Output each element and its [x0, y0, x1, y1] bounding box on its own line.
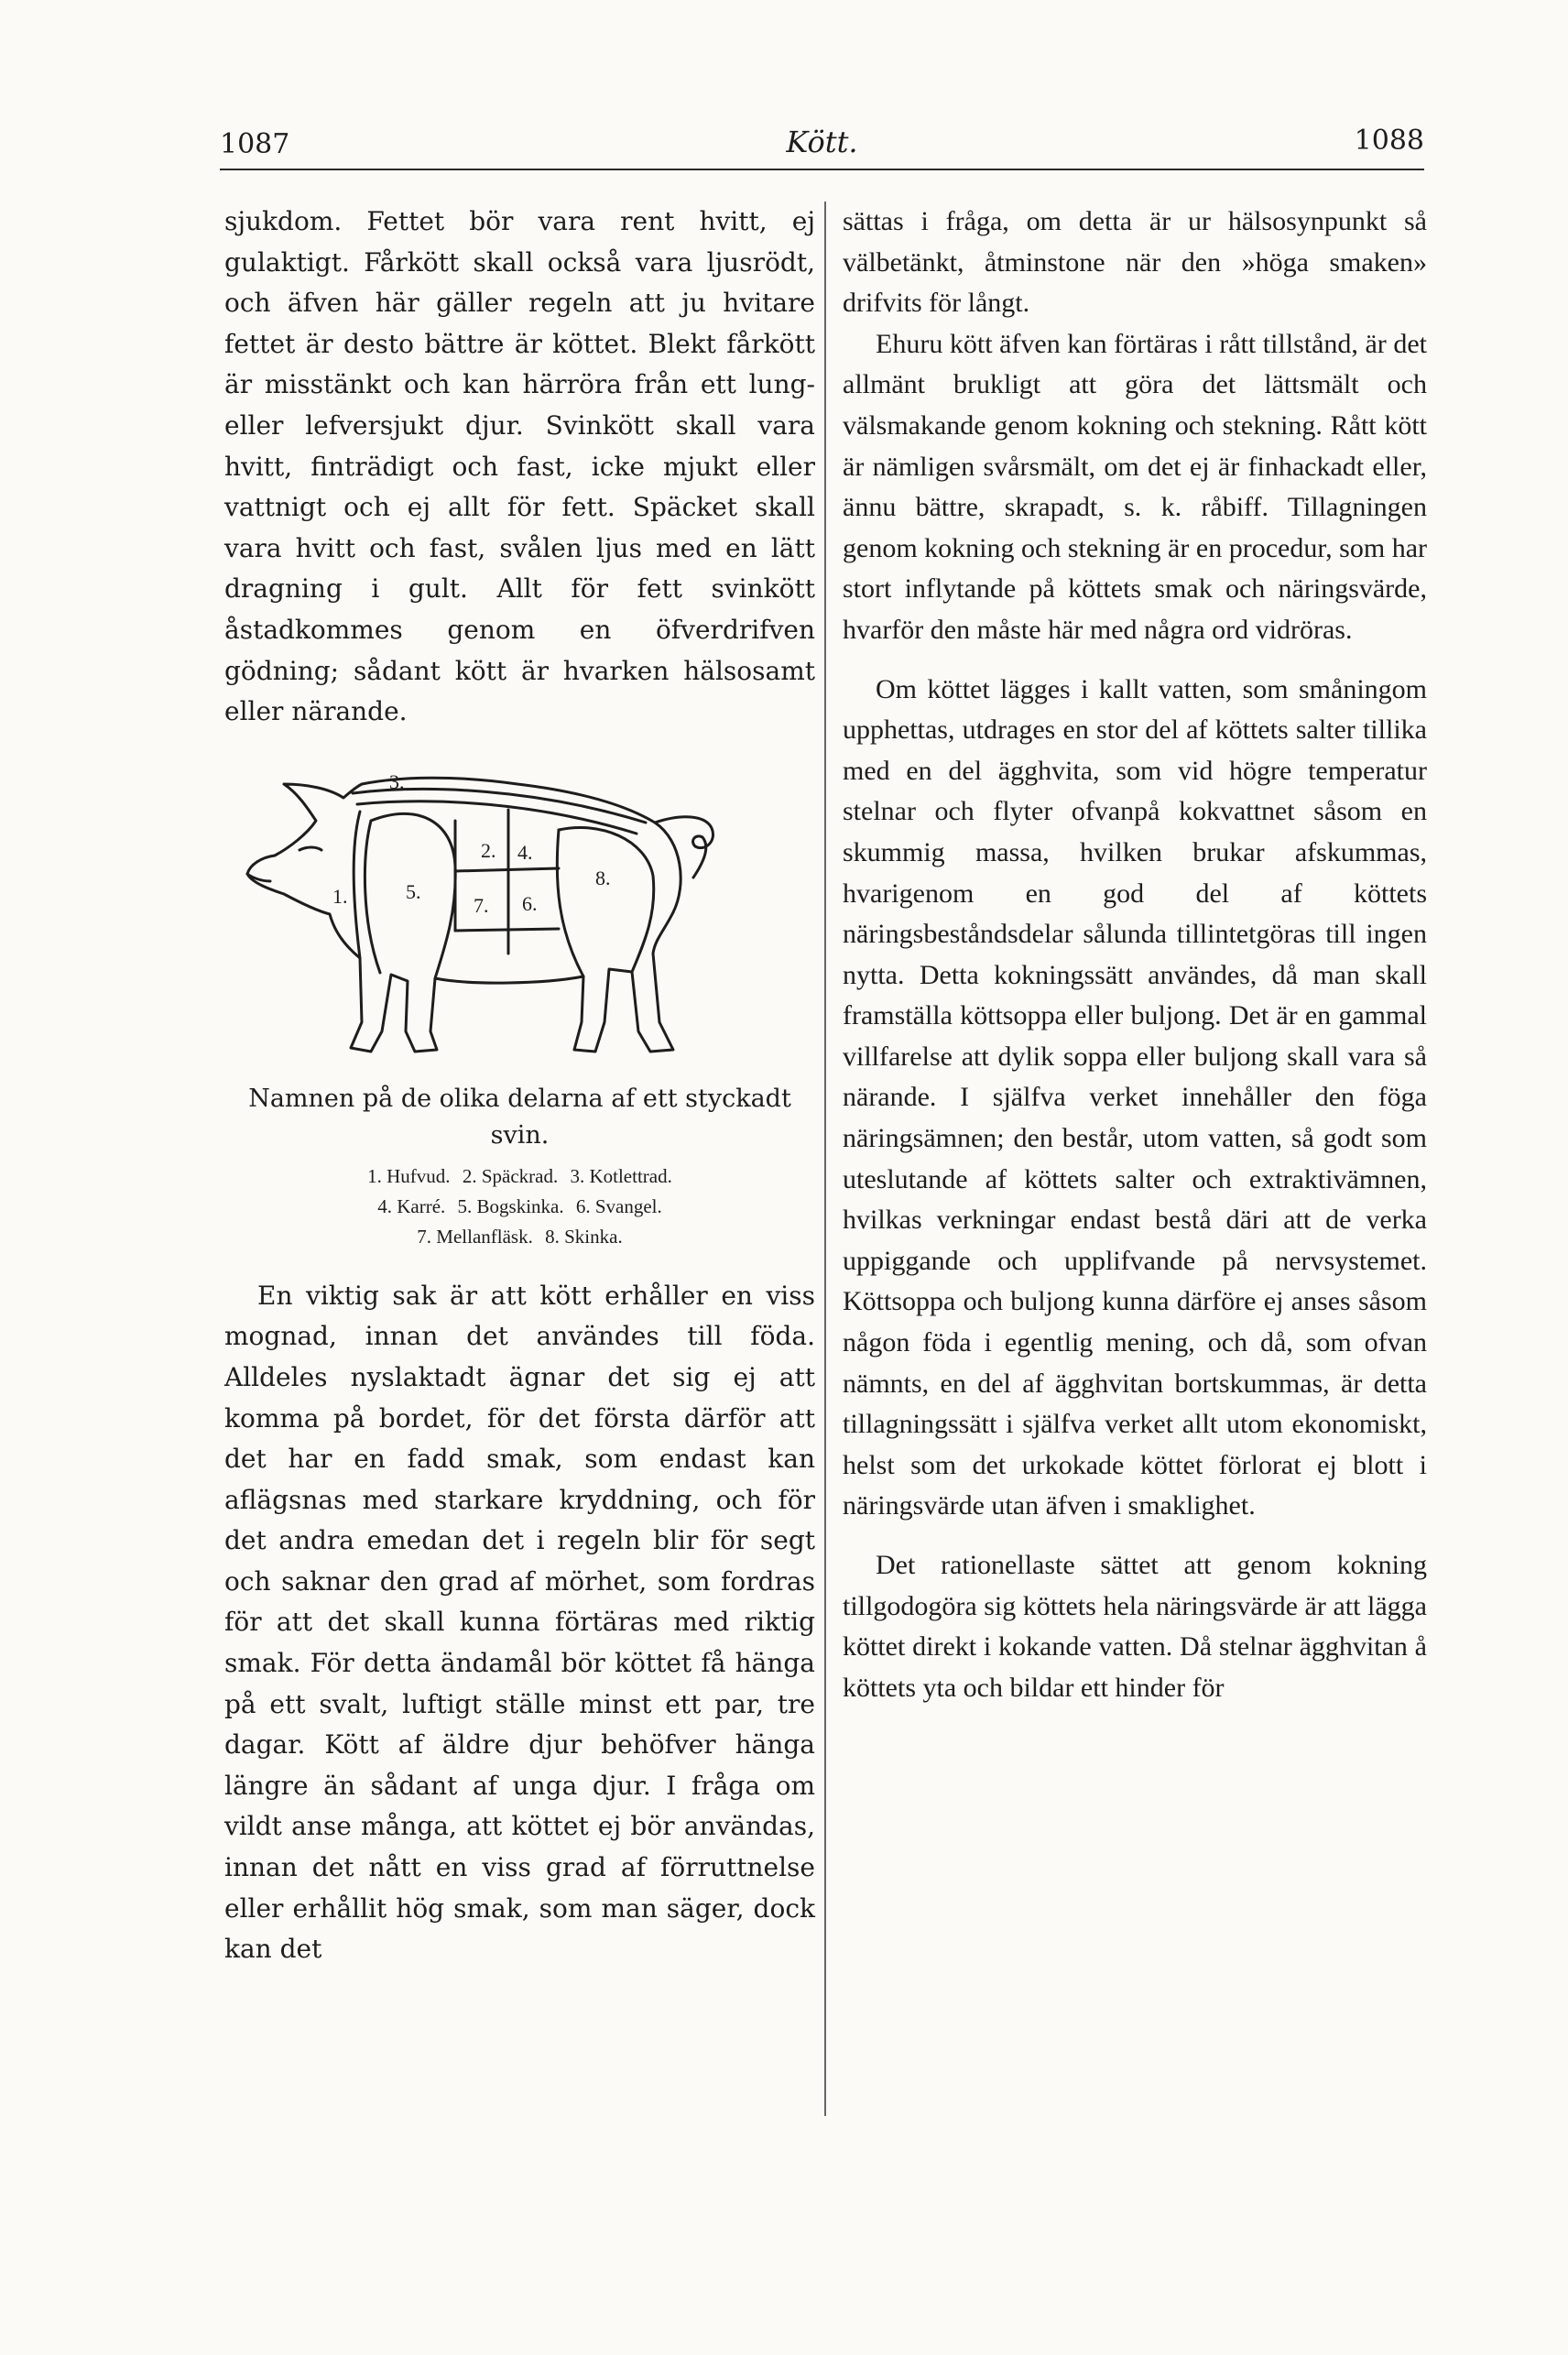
legend-line-1 [224, 1161, 815, 1192]
legend-line-2 [224, 1192, 815, 1222]
pig-cuts-diagram [243, 757, 783, 1068]
label-1: 1. [332, 884, 348, 908]
figure-caption: Namnen på de olika delarna af ett styckadt svin. [248, 1084, 791, 1150]
legend-item: 5. Bogskinka. [457, 1194, 564, 1217]
left-column [224, 202, 815, 1970]
legend-item: 3. Kotlettrad. [570, 1164, 672, 1187]
page-header [220, 119, 1424, 170]
header-rule [220, 169, 1424, 170]
legend-item: 7. Mellanfläsk. [417, 1225, 533, 1248]
right-column [843, 202, 1427, 1708]
right-paragraph-4: Det rationellaste sättet att genom kokning tillgodogöra sig köttets hela näringsvärde är att lägga köttet direkt i kokande vatten. Då stelnar ägghvitan å köttets yta och bildar ett hinder för [843, 1550, 1427, 1703]
right-paragraph-1: sättas i fråga, om detta är ur hälsosynpunkt så välbetänkt, åtminstone när den »höga smaken» drifvits för långt. [843, 206, 1427, 319]
label-8: 8. [595, 866, 611, 889]
right-paragraph-3: Om köttet lägges i kallt vatten, som småningom upphettas, utdrages en stor del af köttets salter tillika med en del ägghvita, som vid högre temperatur stelnar och flyter ofvanpå kokvattnet såsom en skummig massa, hvilken brukar afskummas, hvarigenom en god del af köttets näringsbeståndsdelar sålunda tillintetgöras till ingen nytta. Detta kokningssätt användes, då man skall framställa köttsoppa eller buljong. Det är en gammal villfarelse att dylik soppa eller buljong skall vara så närande. I själfva verket innehåller den föga näringsämnen; den består, utom vatten, så godt som uteslutande af köttets salter och extraktivämnen, hvilkas verkningar endast bestå däri att de verka uppiggande och upplifvande på nervsystemet. Köttsoppa och buljong kunna därföre ej anses såsom någon föda i egentlig mening, och då, som ofvan nämnts, en del af ägghvitan bortskummas, är detta tillagningssätt i själfva verket allt utom ekonomiskt, helst som det urkokade köttet förlorat ej blott i näringsvärde utan äfven i smaklighet. [843, 673, 1427, 1521]
label-7: 7. [474, 893, 489, 917]
legend-item: 6. Svangel. [575, 1194, 662, 1217]
legend-item: 1. Hufvud. [367, 1164, 451, 1187]
left-paragraph-2: En viktig sak är att kött erhåller en viss mognad, innan det användes till föda. Alldeles nyslaktadt ägnar det sig ej att komma på bordet, för det första därför att det har en fadd smak, som endast kan aflägsnas med starkare kryddning, och för det andra emedan det i regeln blir för segt och saknar den grad af mörhet, som fordras för att det skall kunna förtäras med riktig smak. För detta ändamål bör köttet få hänga på ett svalt, luftigt ställe minst ett par, tre dagar. Kött af äldre djur behöfver hänga längre än sådant af unga djur. I fråga om vildt anse många, att köttet ej bör användas, innan det nått en viss grad af förruttnelse eller erhållit hög smak, som man säger, dock kan det [224, 1280, 815, 1965]
legend-item: 8. Skinka. [545, 1225, 623, 1248]
label-2: 2. [481, 838, 496, 862]
page-number-left: 1087 [220, 128, 290, 160]
label-5: 5. [406, 879, 421, 903]
legend-line-3 [224, 1222, 815, 1252]
left-paragraph-1: sjukdom. Fettet bör vara rent hvitt, ej gulaktigt. Fårkött skall också vara ljusrödt, och äfven här gäller regeln att ju hvitare fettet är desto bättre är köttet. Blekt fårkött är misstänkt och kan härröra från ett lung- eller lefversjukt djur. Svinkött skall vara hvitt, finträdigt och fast, icke mjukt eller vattnigt och ej allt för fett. Späcket skall vara hvitt och fast, svålen ljus med en lätt dragning i gult. Allt för fett svinkött åstadkommes genom en öfverdrifven gödning; sådant kött är hvarken hälsosamt eller närande. [224, 206, 815, 727]
running-title: Kött. [786, 125, 858, 159]
page-number-right: 1088 [1354, 125, 1424, 157]
label-3: 3. [389, 769, 405, 793]
pig-figure [224, 757, 815, 1252]
legend-item: 2. Späckrad. [462, 1164, 559, 1187]
figure-legend [224, 1161, 815, 1252]
label-4: 4. [517, 840, 533, 864]
right-paragraph-2: Ehuru kött äfven kan förtäras i rått tillstånd, är det allmänt brukligt att göra det lättsmält och välsmakande genom kokning och stekning. Rått kött är nämligen svårsmält, om det ej är finhackadt eller, ännu bättre, skrapadt, s. k. råbiff. Tillagningen genom kokning och stekning är en procedur, som har stort inflytande på köttets smak och näringsvärde, hvarför den måste här med några ord vidröras. [843, 328, 1427, 645]
label-6: 6. [522, 891, 538, 915]
column-divider [824, 202, 826, 2116]
legend-item: 4. Karré. [377, 1194, 446, 1217]
